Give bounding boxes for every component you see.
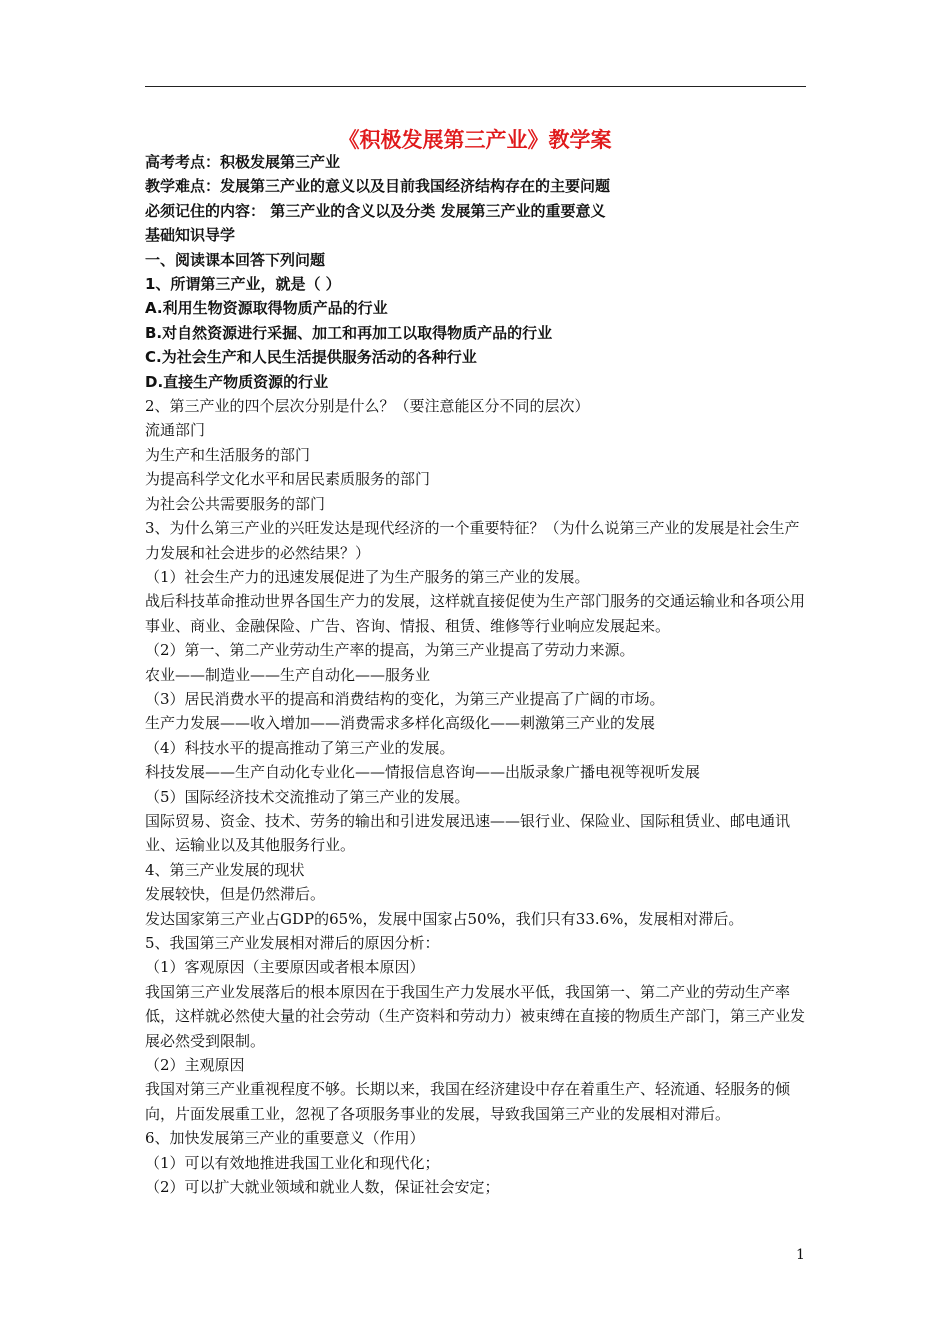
text-line: 6、加快发展第三产业的重要意义（作用）: [145, 1129, 425, 1148]
text-line: （3）居民消费水平的提高和消费结构的变化，为第三产业提高了广阔的市场。: [145, 689, 665, 708]
text-line: 流通部门: [145, 421, 206, 440]
text-line: 必须记住的内容： 第三产业的含义以及分类 发展第三产业的重要意义: [145, 201, 606, 220]
text-line: 为生产和生活服务的部门: [145, 445, 311, 464]
text-line: A.利用生物资源取得物质产品的行业: [145, 299, 388, 318]
text-line: 2、第三产业的四个层次分别是什么？（要注意能区分不同的层次）: [145, 397, 590, 416]
text-line: 教学难点：发展第三产业的意义以及目前我国经济结构存在的主要问题: [145, 177, 611, 196]
document-body: [145, 150, 809, 1199]
text-line: （1）客观原因（主要原因或者根本原因）: [145, 958, 425, 977]
text-line: 我国对第三产业重视程度不够。长期以来，我国在经济建设中存在着重生产、轻流通、轻服务的倾向，片面发展重工业，忽视了各项服务事业的发展，导致我国第三产业的发展相对滞后。: [145, 1080, 791, 1123]
text-line: 1、所谓第三产业，就是（ ）: [145, 275, 341, 294]
text-line: 为提高科学文化水平和居民素质服务的部门: [145, 470, 431, 489]
text-line: C.为社会生产和人民生活提供服务活动的各种行业: [145, 348, 477, 367]
text-line: 我国第三产业发展落后的根本原因在于我国生产力发展水平低，我国第一、第二产业的劳动生产率低，这样就必然使大量的社会劳动（生产资料和劳动力）被束缚在直接的物质生产部门，第三产业发展必然受到限制。: [145, 982, 806, 1050]
text-line: 为社会公共需要服务的部门: [145, 494, 326, 513]
text-line: 科技发展——生产自动化专业化——情报信息咨询——出版录象广播电视等视听发展: [145, 763, 701, 782]
text-line: 高考考点：积极发展第三产业: [145, 153, 341, 171]
text-line: B.对自然资源进行采掘、加工和再加工以取得物质产品的行业: [145, 323, 553, 342]
text-line: 一、阅读课本回答下列问题: [145, 250, 326, 269]
text-line: 4、第三产业发展的现状: [145, 860, 305, 879]
text-line: 基础知识导学: [145, 226, 236, 245]
page-number: 1: [796, 1247, 805, 1263]
text-line: D.直接生产物质资源的行业: [145, 372, 329, 391]
text-line: 战后科技革命推动世界各国生产力的发展，这样就直接促使为生产部门服务的交通运输业和各项公用事业、商业、金融保险、广告、咨询、情报、租赁、维修等行业响应发展起来。: [145, 592, 806, 635]
text-line: （4）科技水平的提高推动了第三产业的发展。: [145, 738, 455, 757]
header-rule: [145, 86, 806, 87]
text-line: 生产力发展——收入增加——消费需求多样化高级化——刺激第三产业的发展: [145, 714, 656, 733]
text-line: （2）可以扩大就业领域和就业人数，保证社会安定；: [145, 1178, 500, 1197]
text-line: 3、为什么第三产业的兴旺发达是现代经济的一个重要特征？（为什么说第三产业的发展是社会生产力发展和社会进步的必然结果？）: [145, 519, 800, 562]
text-line: 农业——制造业——生产自动化——服务业: [145, 665, 431, 684]
text-line: （2）主观原因: [145, 1056, 245, 1075]
text-line: （5）国际经济技术交流推动了第三产业的发展。: [145, 787, 470, 806]
text-line: （2）第一、第二产业劳动生产率的提高，为第三产业提高了劳动力来源。: [145, 641, 635, 660]
text-line: （1）社会生产力的迅速发展促进了为生产服务的第三产业的发展。: [145, 567, 590, 586]
document-title: 《积极发展第三产业》教学案: [338, 128, 612, 152]
text-line: （1）可以有效地推进我国工业化和现代化；: [145, 1153, 440, 1172]
text-line: 发展较快，但是仍然滞后。: [145, 885, 326, 904]
text-line: 5、我国第三产业发展相对滞后的原因分析：: [145, 934, 440, 952]
text-line: 国际贸易、资金、技术、劳务的输出和引进发展迅速——银行业、保险业、国际租赁业、邮电通讯业、运输业以及其他服务行业。: [145, 811, 791, 855]
text-line: 发达国家第三产业占GDP的65%，发展中国家占50%，我们只有33.6%，发展相对滞后。: [145, 909, 744, 928]
